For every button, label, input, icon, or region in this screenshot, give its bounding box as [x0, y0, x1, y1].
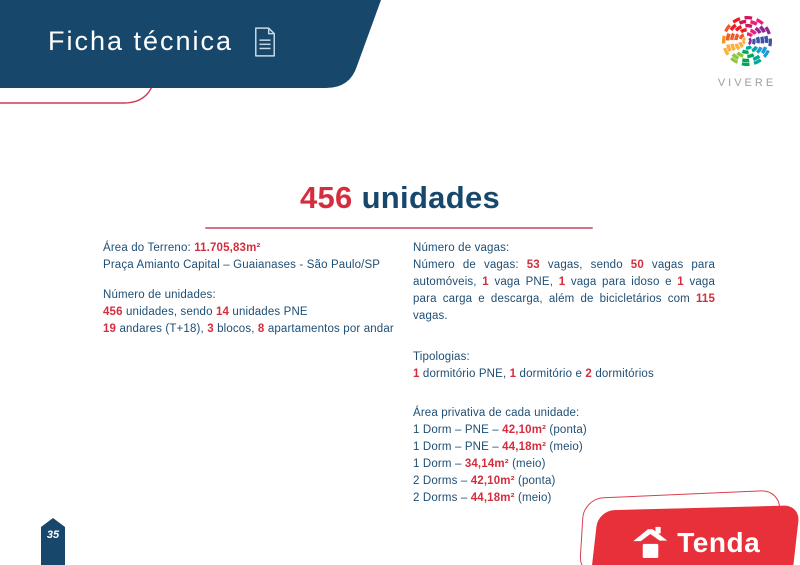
private-area-line-4: 2 Dorms – 42,10m² (ponta) [413, 475, 556, 487]
units-line-1: 456 unidades, sendo 14 unidades PNE [103, 306, 308, 318]
title-underline [205, 227, 593, 229]
document-icon [253, 27, 277, 57]
page-number: 35 [46, 529, 60, 541]
unit-count-label: unidades [361, 180, 501, 215]
page-number-badge [40, 517, 66, 565]
left-column [103, 240, 403, 338]
units-heading: Número de unidades: [103, 289, 216, 301]
house-icon [631, 525, 669, 558]
unit-count-title [0, 180, 800, 216]
parking-section [413, 240, 715, 325]
unit-count-number: 456 [299, 180, 353, 215]
tenda-logo-content [631, 525, 760, 558]
parking-paragraph: Número de vagas: 53 vagas, sendo 50 vagas para automóveis, 1 vaga PNE, 1 vaga para idoso e 1 vaga para carga e descarga, além de bicicletários com 115 vagas. [413, 259, 716, 322]
right-column [413, 240, 715, 507]
vivere-logo [707, 15, 787, 89]
private-area-line-3: 1 Dorm – 34,14m² (meio) [413, 458, 546, 470]
typologies-heading: Tipologias: [413, 351, 470, 363]
private-area-line-5: 2 Dorms – 44,18m² (meio) [413, 492, 552, 504]
private-area-heading: Área privativa de cada unidade: [413, 407, 580, 419]
vivere-spiral-icon [721, 15, 773, 67]
units-line-2: 19 andares (T+18), 3 blocos, 8 apartamentos por andar [103, 323, 394, 335]
header-title-row [48, 26, 277, 57]
private-area-line-2: 1 Dorm – PNE – 44,18m² (meio) [413, 441, 583, 453]
private-area-line-1: 1 Dorm – PNE – 42,10m² (ponta) [413, 424, 587, 436]
typologies-line: 1 dormitório PNE, 1 dormitório e 2 dormitórios [413, 368, 654, 380]
typologies-section [413, 349, 715, 383]
page-title: Ficha técnica [48, 26, 234, 56]
bookmark-shape [40, 517, 66, 565]
address-line: Praça Amianto Capital – Guaianases - São Paulo/SP [103, 259, 381, 271]
units-section [103, 287, 403, 338]
parking-heading: Número de vagas: [413, 242, 510, 254]
tenda-logo-card [590, 505, 800, 565]
tenda-logo-label: Tenda [676, 525, 760, 557]
land-area-line: Área do Terreno: 11.705,83m² [103, 242, 261, 254]
private-area-section [413, 405, 715, 507]
vivere-logo-label: VIVERE [717, 77, 777, 89]
